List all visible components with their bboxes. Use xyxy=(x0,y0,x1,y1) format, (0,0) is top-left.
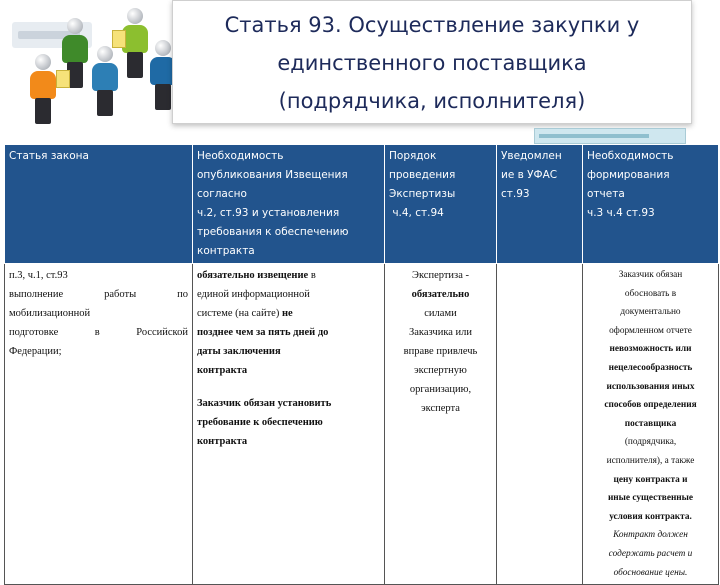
cell-line: цену контракта и xyxy=(613,474,688,485)
header-law xyxy=(5,145,193,264)
cell-line: выполнение работы по xyxy=(9,289,188,300)
title-line: Статья 93. Осуществление закупки у xyxy=(224,13,640,37)
header-fas xyxy=(497,145,583,264)
cell-line: требование к обеспечению xyxy=(197,417,323,428)
cell-line: эксперта xyxy=(421,403,460,414)
cell-line: контракта xyxy=(197,436,248,447)
cell-line: вправе привлечь xyxy=(403,346,478,357)
cell-line: документально xyxy=(620,307,681,318)
header-line: ст.93 xyxy=(501,188,530,200)
cell-line: оформленном отчете xyxy=(609,325,692,336)
business-people-illustration xyxy=(0,0,200,150)
table-header-row xyxy=(5,145,719,264)
header-line: согласно xyxy=(197,188,247,200)
cell-line: Экспертиза - xyxy=(412,270,469,281)
header-line: ие в УФАС xyxy=(501,169,558,181)
cell-line: экспертную xyxy=(414,365,467,376)
page-title xyxy=(186,6,678,120)
cell-line: мобилизационной xyxy=(9,308,91,319)
cell-line: Заказчик обязан установить xyxy=(197,398,332,409)
cell-line: Заказчика или xyxy=(408,327,473,338)
cell-line: иные существенные xyxy=(607,493,694,504)
header-law-label: Статья закона xyxy=(9,150,89,162)
spacer xyxy=(197,380,380,394)
text-fragment: системе (на сайте) xyxy=(197,308,282,319)
cell-line: Контракт должен xyxy=(613,530,688,541)
header-expertise xyxy=(385,145,497,264)
cell-line: позднее чем за пять дней до xyxy=(197,327,329,338)
procurement-table xyxy=(4,144,719,585)
header-line: требования к обеспечению xyxy=(197,226,349,238)
cell-line: (подрядчика, xyxy=(624,437,677,448)
cell-line: организацию, xyxy=(409,384,472,395)
title-line: (подрядчика, исполнителя) xyxy=(278,89,586,113)
emphasis-text: не xyxy=(281,308,293,319)
cell-report xyxy=(583,264,719,585)
header-line: ч.3 ч.4 ст.93 xyxy=(587,207,655,219)
text-fragment: в xyxy=(308,270,316,281)
cell-line: невозможность или xyxy=(609,344,692,355)
cell-notice xyxy=(193,264,385,585)
cell-fas xyxy=(497,264,583,585)
cell-line: подготовке в Российской xyxy=(9,327,188,338)
table-row xyxy=(5,264,719,585)
cell-line: обязательно xyxy=(411,289,470,300)
cell-line: даты заключения xyxy=(197,346,281,357)
header-line: отчета xyxy=(587,188,625,200)
person-blue-icon xyxy=(92,46,118,116)
header-line: проведения xyxy=(389,169,456,181)
cell-line: п.3, ч.1, ст.93 xyxy=(9,270,68,281)
header-line: формирования xyxy=(587,169,670,181)
cell-line: обоснование цены. xyxy=(613,567,688,578)
cell-line: исполнителя), а также xyxy=(606,455,695,466)
cell-expertise xyxy=(385,264,497,585)
cell-line: единой информационной xyxy=(197,289,310,300)
cell-line: условия контракта. xyxy=(609,511,692,522)
emphasis-text: обязательно извещение xyxy=(197,270,309,281)
header-notice xyxy=(193,145,385,264)
cell-line: обосновать в xyxy=(624,288,677,299)
header-line: Необходимость xyxy=(197,150,284,162)
cell-line: Заказчик обязан xyxy=(618,270,683,280)
decorative-stripe xyxy=(534,128,686,144)
cell-line: нецелесообразность xyxy=(608,362,693,373)
person-orange-icon xyxy=(30,54,56,124)
cell-line: содержать расчет и xyxy=(608,548,693,559)
cell-line: способов определения xyxy=(604,400,697,411)
cell-line: Федерации; xyxy=(9,346,62,357)
cell-law xyxy=(5,264,193,585)
cell-line xyxy=(197,304,380,323)
header-line: Порядок xyxy=(389,150,437,162)
header-line: Необходимость xyxy=(587,150,674,162)
cell-line: силами xyxy=(424,308,457,319)
header-line: контракта xyxy=(197,245,255,257)
cell-line: поставщика xyxy=(624,418,677,429)
header-line: опубликования Извещения xyxy=(197,169,348,181)
document-icon xyxy=(112,30,126,48)
header-report xyxy=(583,145,719,264)
cell-line: использования иных xyxy=(606,381,695,392)
title-line: единственного поставщика xyxy=(277,51,587,75)
header-line: ч.2, ст.93 и установления xyxy=(197,207,340,219)
header-line: Уведомлен xyxy=(501,150,562,162)
header-line: Экспертизы xyxy=(389,188,456,200)
cell-line: контракта xyxy=(197,365,248,376)
cell-line xyxy=(197,266,380,285)
document-icon xyxy=(56,70,70,88)
header-line: ч.4, ст.94 xyxy=(389,207,444,219)
